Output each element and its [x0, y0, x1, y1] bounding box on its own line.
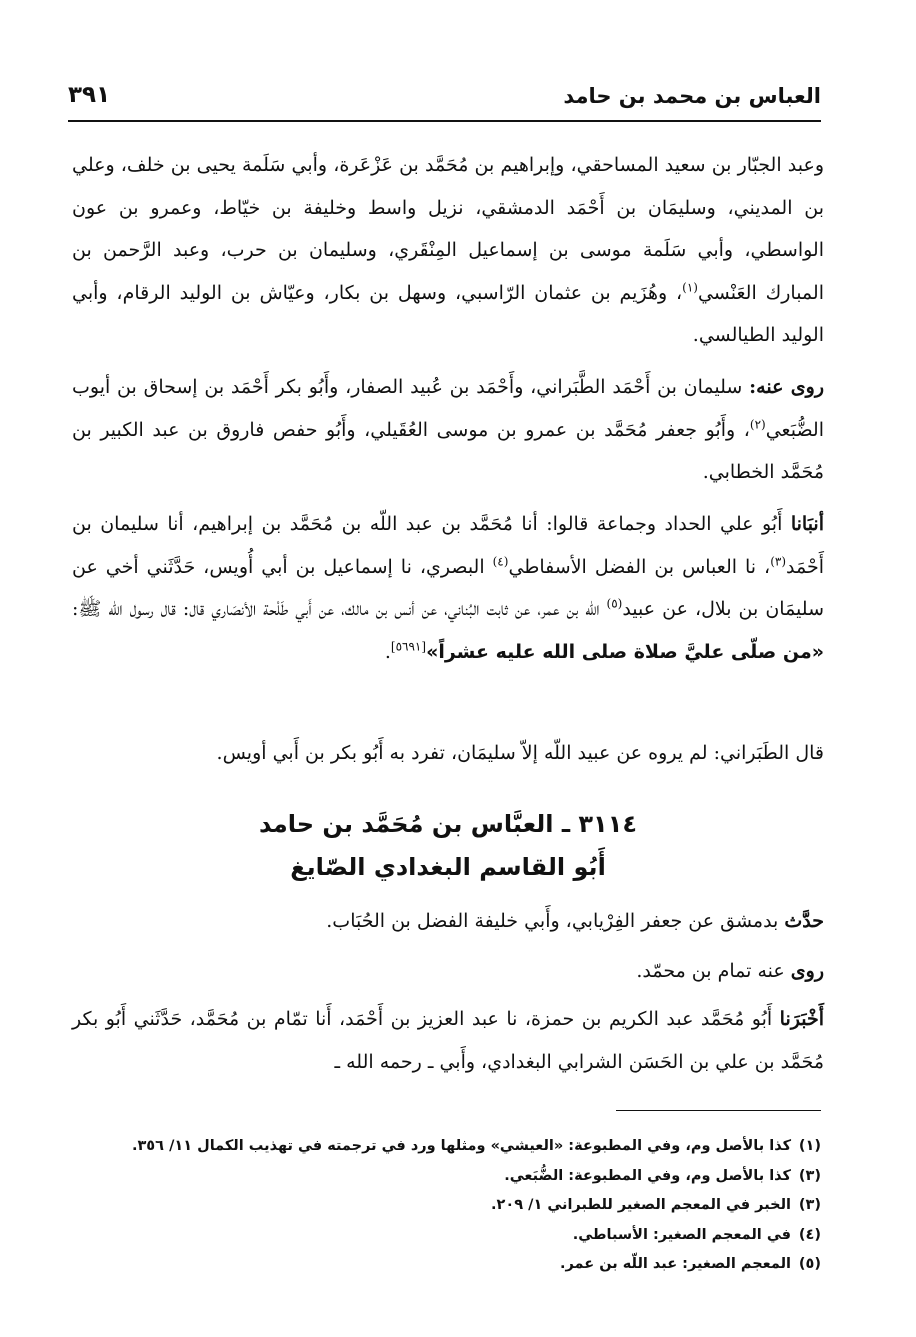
footnote-text: في المعجم الصغير: الأسباطي.: [572, 1226, 791, 1243]
footnote-number: (٣): [798, 1197, 821, 1213]
paragraph-end: .: [384, 640, 391, 663]
paragraph-narrated-from: [72, 950, 824, 993]
footnote-marker: (٤): [492, 554, 509, 569]
footnote-item: [80, 1221, 821, 1251]
footnote-item: [80, 1162, 821, 1192]
paragraph-lead: أَخْبَرَنا: [779, 1008, 824, 1030]
paragraph-lead: أنبَانا: [790, 513, 824, 535]
footnote-marker: (٥): [606, 596, 623, 611]
footnote-number: (١): [798, 1138, 821, 1154]
hadith-text: «من صلّى عليَّ صلاة صلى الله عليه عشراً»: [426, 640, 824, 663]
footnote-item: [80, 1132, 821, 1162]
paragraph-teachers: [72, 144, 824, 357]
footnote-number: (٥): [798, 1256, 821, 1272]
paragraph-text: ، نا العباس بن الفضل الأسفاطي: [508, 555, 771, 578]
footnote-text: كذا بالأصل وم، وفي المطبوعة: الضُّبَعي.: [504, 1167, 791, 1184]
footnotes-list: [80, 1132, 821, 1280]
paragraph-isnad: [72, 503, 824, 673]
paragraph-text: وعبد الجبّار بن سعيد المساحقي، وإبراهيم بن مُحَمَّد بن عَزْعَرة، وأبي سَلَمة يحيى بن خلف، وعلي بن المديني، وسليمَان بن أَحْمَد الدمشقي، نزيل واسط وخليفة بن خيّاط، وعمرو بن عون الواسطي، وأبي سَلَمة موسى بن إسماعيل المِنْقَري، وسليمان بن حرب، وعبد الرَّحمن بن المبارك العَنْسي: [72, 154, 824, 304]
paragraph-text: أَبُو مُحَمَّد عبد الكريم بن حمزة، نا عبد العزيز بن أَحْمَد، أَنا تمّام بن مُحَمَّد، حَدَّثَني أَبُو بكر مُحَمَّد بن علي بن الحَسَن الشرابي البغدادي، وأَبي ـ رحمه الله ـ: [72, 1008, 824, 1073]
page-header: [68, 80, 821, 122]
paragraph-text: عنه تمام بن محمّد.: [636, 960, 791, 982]
paragraph-students: [72, 366, 824, 494]
footnote-number: (٤): [798, 1226, 821, 1243]
paragraph-lead: حدَّث: [784, 910, 824, 932]
entry-title: ٣١١٤ ـ العبَّاس بن مُحَمَّد بن حامد: [259, 810, 637, 838]
footnote-text: الخبر في المعجم الصغير للطبراني ١/ ٢٠٩.: [491, 1197, 791, 1213]
page-number: ٣٩١: [68, 82, 111, 108]
paragraph-lead: روى عنه:: [749, 376, 824, 398]
paragraph-text: ، وهُزَيم بن عثمان الرّاسبي، وسهل بن بكار، وعيّاش بن الوليد الرقام، وأبي الوليد الطيالسي.: [72, 281, 824, 346]
paragraph-text: قال الطَبَراني: لم يروه عن عبيد اللّه إلاّ سليمَان، تفرد به أَبُو بكر بن أَبي أويس.: [216, 742, 824, 764]
footnote-item: [80, 1250, 821, 1280]
paragraph-narrated: [72, 900, 824, 943]
footnote-marker: (١): [682, 280, 698, 295]
paragraph-text: ، وأَبُو جعفر مُحَمَّد بن عمرو بن موسى العُقَيلي، وأَبُو حفص فاروق بن عبد الكبير بن مُحَمَّد الخطابي.: [72, 418, 824, 483]
footnote-text: كذا بالأصل وم، وفي المطبوعة: «العيشي» ومثلها ورد في ترجمته في تهذيب الكمال ١١/ ٣٥٦.: [131, 1138, 791, 1154]
paragraph-text: البصري، نا إسماعيل بن أبي أُويس، حَدَّثَني أخي عن سليمَان بن بلال، عن عبيد: [72, 555, 824, 620]
paragraph-lead: روى: [790, 960, 824, 982]
paragraph-text: أَبُو علي الحداد وجماعة قالوا: أنا مُحَمَّد بن عبد اللّه بن مُحَمَّد بن إبراهيم، أنا سليمان بن أَحْمَد: [72, 513, 825, 578]
running-title: العباس بن محمد بن حامد: [563, 84, 821, 108]
paragraph-text: بدمشق عن جعفر الفِرْيابي، وأَبي خليفة الفضل بن الحُبَاب.: [326, 910, 785, 932]
entry-heading: [72, 802, 824, 888]
paragraph-tabarani-note: [72, 732, 824, 775]
footnote-text: المعجم الصغير: عبد اللّه بن عمر.: [560, 1256, 791, 1272]
footnote-marker: (٣): [770, 554, 787, 569]
footnote-divider: [616, 1110, 821, 1111]
paragraph-akhbarana: [72, 998, 824, 1083]
footnote-marker: (٢): [749, 417, 766, 432]
footnote-number: (٣): [798, 1167, 821, 1184]
footnote-item: [80, 1191, 821, 1221]
paragraph-text: اللّه بن عمر، عن ثابت البُناني، عن أنس بن مالك، عن أَبي طَلْحة الأنصَاري قال: قال رسول الله ﷺ:: [72, 598, 607, 620]
entry-subtitle: أَبُو القاسم البغدادي الصّايغ: [290, 853, 606, 881]
hadith-reference: [٥٦٩١]: [390, 639, 427, 654]
paragraph-text: سليمان بن أَحْمَد الطَّبَراني، وأَحْمَد بن عُبيد الصفار، وأَبُو بكر أَحْمَد بن إسحاق بن أيوب الضُّبَعي: [72, 376, 824, 441]
